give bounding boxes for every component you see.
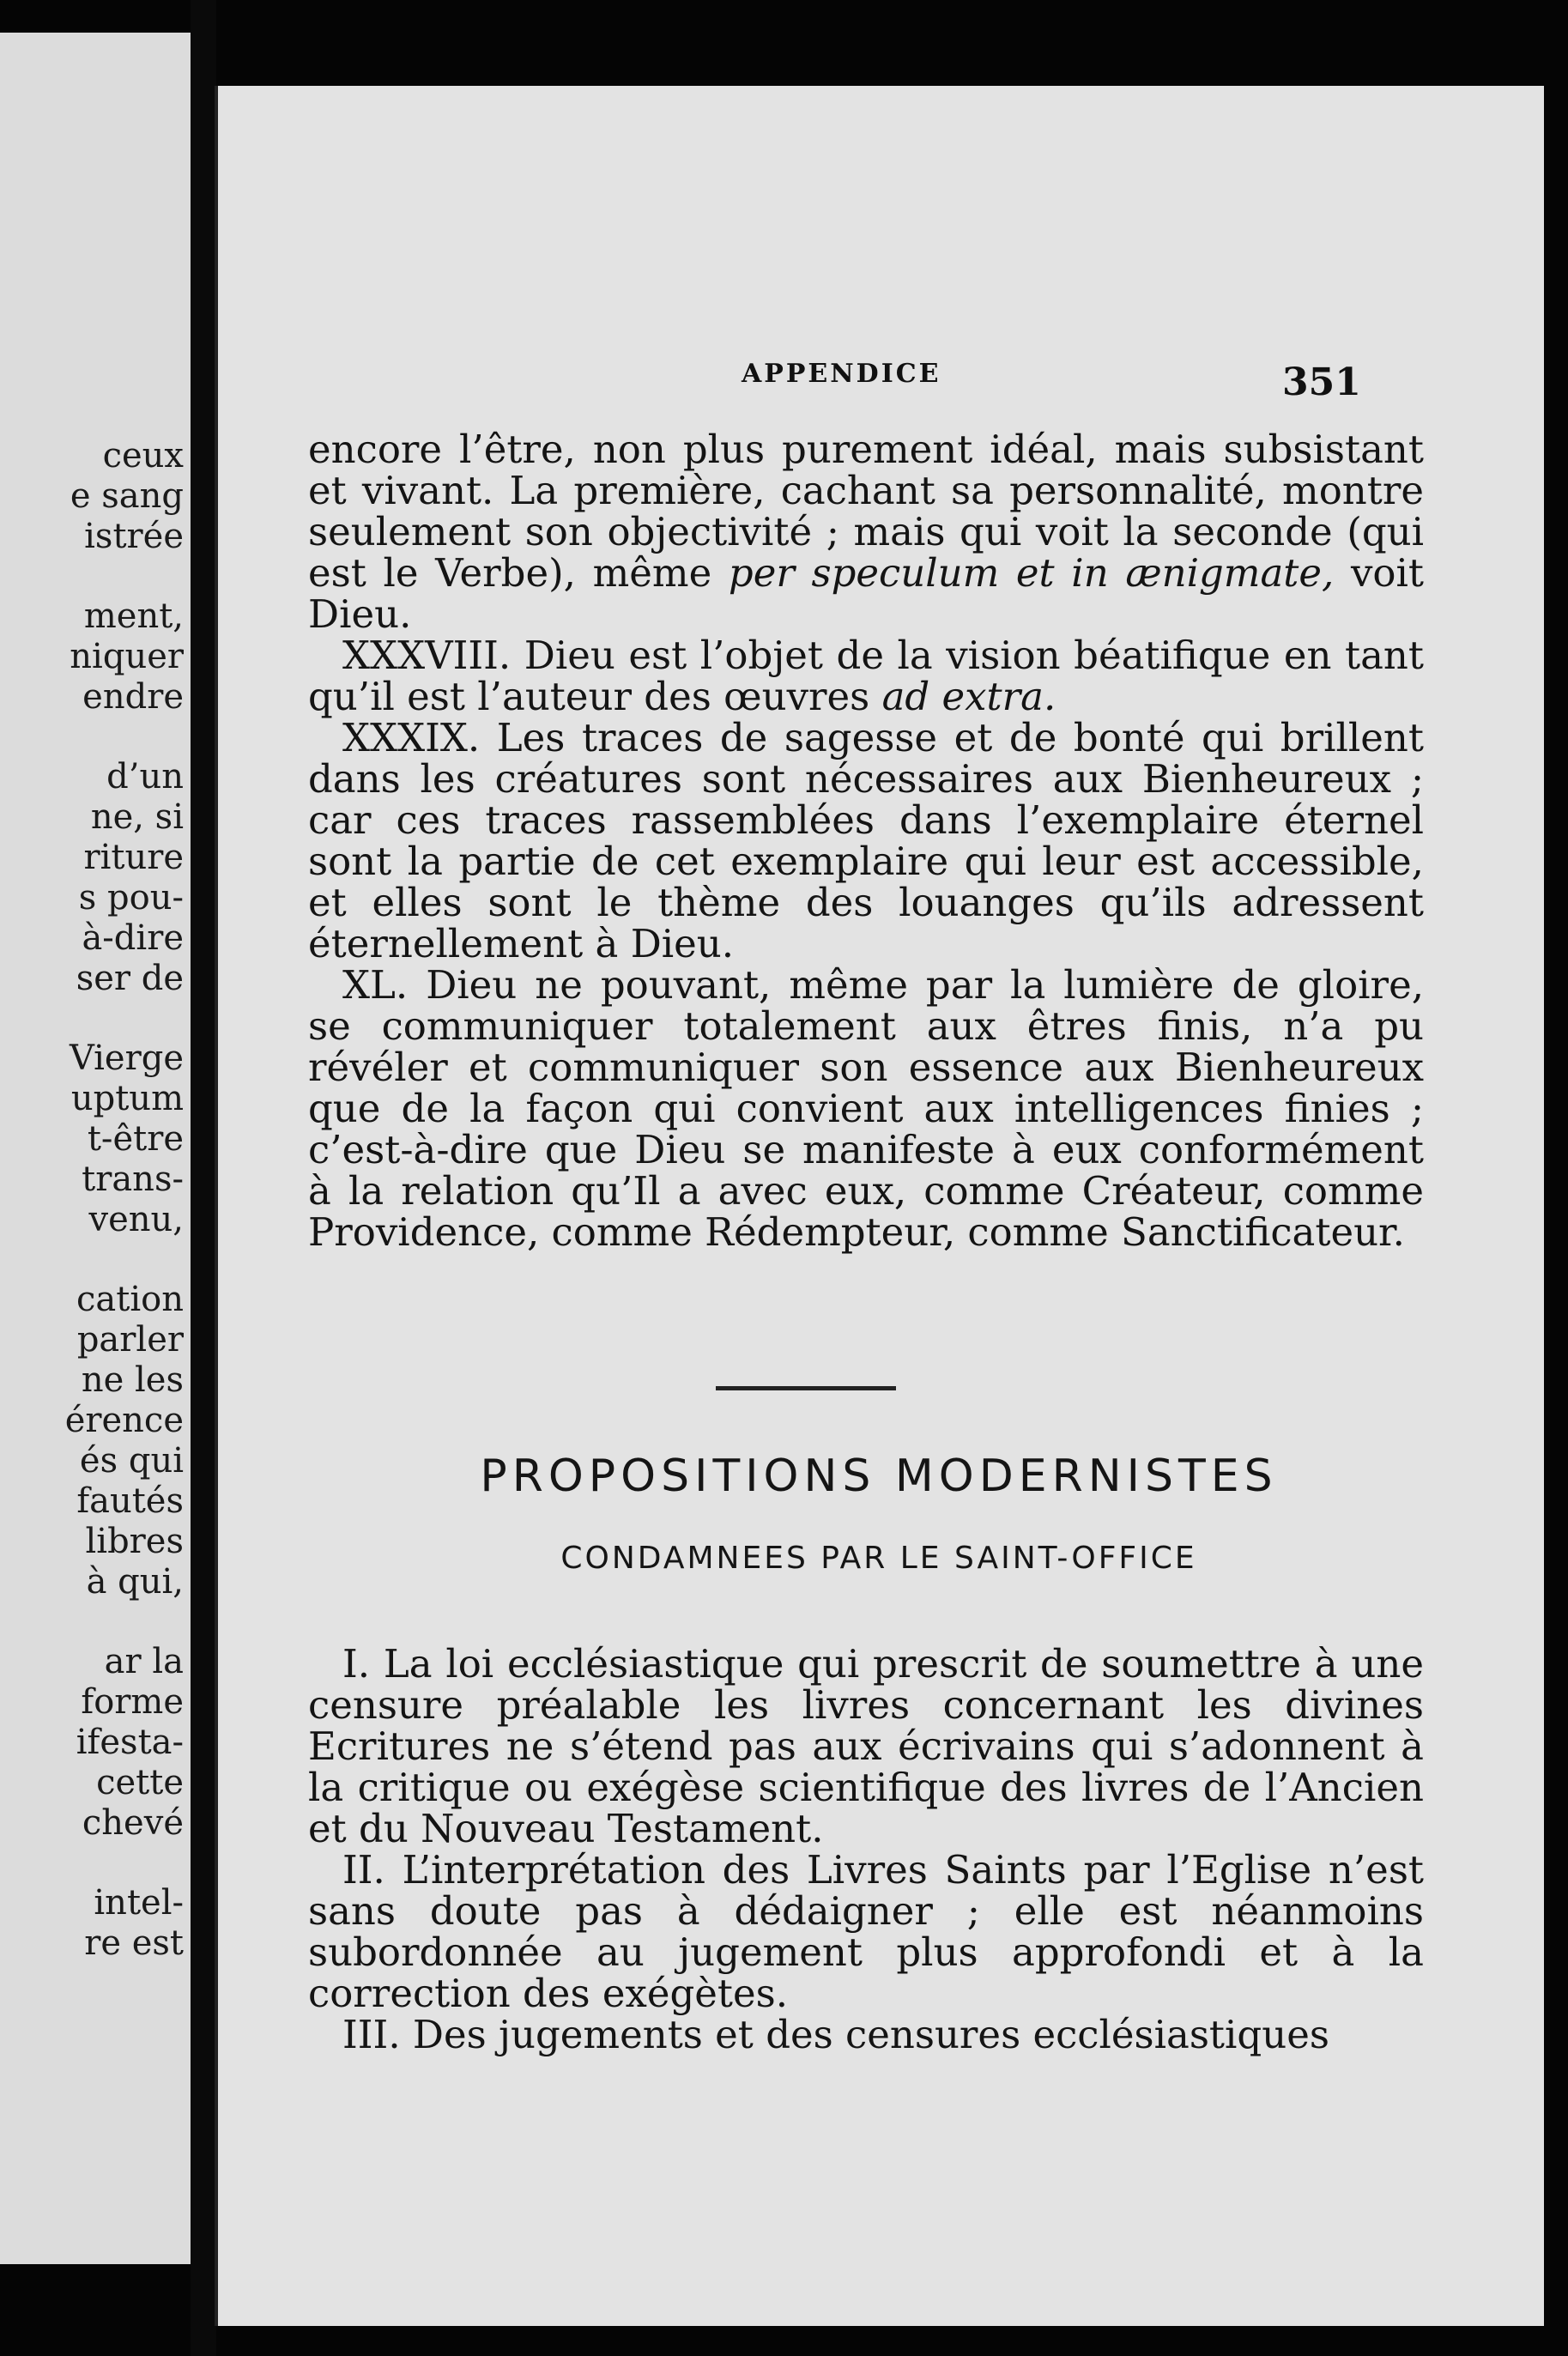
facing-page-line: d’un xyxy=(106,757,184,796)
facing-page-line: venu, xyxy=(88,1200,184,1239)
paragraph-text: encore l’être, non plus purement idéal, mais subsistant et vivant. La première, cachant sa personnalité, montre seulement son objectivité ; mais qui voit la seconde (qui est le Verbe), même xyxy=(308,427,1424,596)
facing-page-line: riture xyxy=(83,838,184,877)
proposition-xxxix xyxy=(308,715,1424,966)
running-head: APPENDICE xyxy=(742,359,941,389)
facing-page-line: cette xyxy=(96,1763,184,1802)
paragraph-italic: ad extra. xyxy=(881,674,1056,719)
paragraph-text: XXXVIII. Dieu est l’objet de la vision béatifique en tant qu’il est l’auteur des œuvres xyxy=(308,633,1424,719)
facing-page-line: trans- xyxy=(82,1160,184,1199)
facing-page-line: istrée xyxy=(84,517,184,556)
facing-page-line: niquer xyxy=(70,637,184,676)
facing-page-line: ar la xyxy=(104,1642,184,1681)
facing-page-fragment xyxy=(0,33,191,2264)
facing-page-line: ser de xyxy=(76,959,184,998)
facing-page-line: ment, xyxy=(83,597,184,636)
body-text-top xyxy=(308,429,1424,1253)
book-page xyxy=(215,86,1544,2326)
facing-page-line: re est xyxy=(84,1923,184,1963)
facing-page-line: fautés xyxy=(76,1481,184,1521)
facing-page-line: libres xyxy=(85,1522,184,1561)
facing-page-line: e sang xyxy=(70,476,184,516)
section-subtitle: CONDAMNEES PAR LE SAINT-OFFICE xyxy=(560,1541,1197,1576)
facing-page-line: s pou- xyxy=(78,878,184,918)
section-divider xyxy=(716,1386,896,1390)
facing-page-line: à-dire xyxy=(82,918,184,958)
facing-page-line: ne, si xyxy=(90,797,184,837)
proposition-ii: II. L’interprétation des Livres Saints par l’Eglise n’est sans doute pas à dédaigner ; elle est néanmoins subordonnée au jugement plus approfondi et à la correction des exégètes. xyxy=(308,1847,1424,2016)
proposition-xl xyxy=(308,962,1424,1255)
paragraph-text-after: voit Dieu. xyxy=(308,550,1424,637)
facing-page-line: t-être xyxy=(87,1119,184,1159)
facing-page-line: parler xyxy=(76,1320,184,1360)
facing-page-line: endre xyxy=(82,677,184,717)
paragraph-text: XL. Dieu ne pouvant, même par la lumière de gloire, se communiquer totalement aux êtres finis, n’a pu révéler et communiquer son essence aux Bienheureux que de la façon qui convient aux intelligences finies ; c’est-à-dire que Dieu se manifeste à eux conformément à la relation qu’Il a avec eux, comme Créateur, comme Providence, comme Rédempteur, comme Sanctificateur. xyxy=(308,962,1424,1255)
facing-page-line: cation xyxy=(76,1280,184,1319)
facing-page-line: à qui, xyxy=(86,1562,184,1602)
proposition-i: I. La loi ecclésiastique qui prescrit de soumettre à une censure préalable les livres concernant les divines Ecritures ne s’étend pas aux écrivains qui s’adonnent à la critique ou exégèse scientifique des livres de l’Ancien et du Nouveau Testament. xyxy=(308,1641,1424,1851)
body-text-bottom xyxy=(308,1641,1424,2057)
facing-page-line: Vierge xyxy=(69,1039,184,1078)
facing-page-line: érence xyxy=(64,1401,184,1440)
proposition-iii: III. Des jugements et des censures ecclésiastiques xyxy=(342,2012,1329,2057)
facing-page-line: forme xyxy=(81,1682,184,1722)
paragraph-italic: per speculum et in ænigmate, xyxy=(728,550,1335,596)
facing-page-line: ceux xyxy=(102,436,184,475)
page-number: 351 xyxy=(1282,360,1361,404)
book-gutter xyxy=(191,0,216,2356)
paragraph-continuation xyxy=(308,429,1424,635)
facing-page-line: uptum xyxy=(70,1079,184,1118)
facing-page-line: és qui xyxy=(79,1441,184,1481)
proposition-xxxviii xyxy=(308,635,1424,718)
facing-page-line: ne les xyxy=(81,1360,184,1400)
facing-page-line: chevé xyxy=(82,1803,184,1843)
facing-page-line: ifesta- xyxy=(76,1723,184,1762)
section-title: PROPOSITIONS MODERNISTES xyxy=(480,1451,1278,1502)
facing-page-line: intel- xyxy=(94,1883,184,1923)
paragraph-text: XXXIX. Les traces de sagesse et de bonté qui brillent dans les créatures sont nécessaires aux Bienheureux ; car ces traces rassemblées dans l’exemplaire éternel sont la partie de cet exemplaire qui leur est accessible, et elles sont le thème des louanges qu’ils adressent éternellement à Dieu. xyxy=(308,715,1424,966)
